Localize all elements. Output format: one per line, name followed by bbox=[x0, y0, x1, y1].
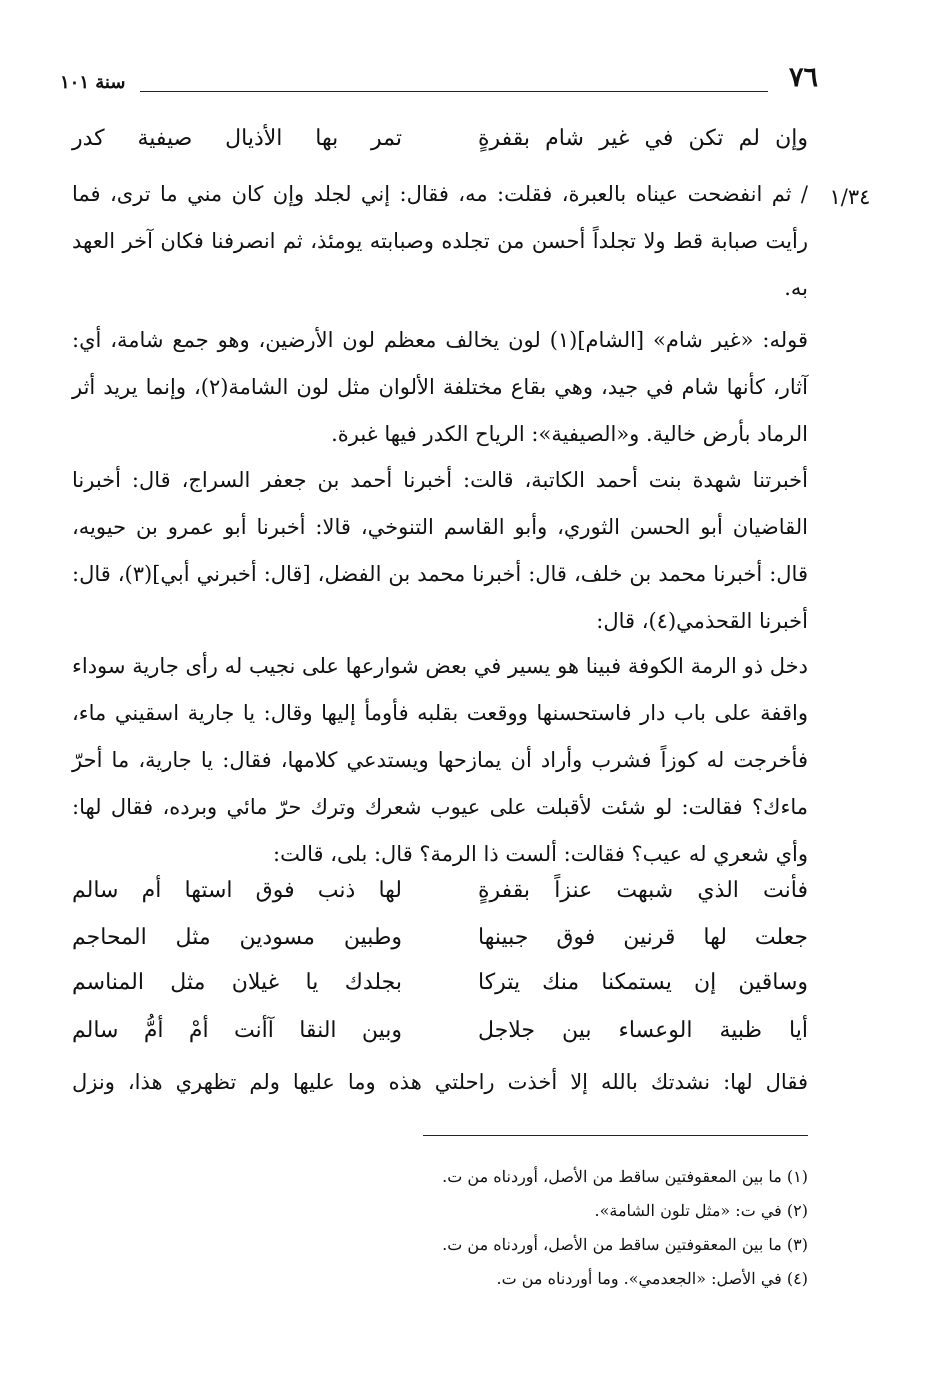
poem-first-hemistich: فأنت الذي شبهت عنزاً بقفرةٍ bbox=[478, 878, 808, 903]
paragraph-isnad: أخبرتنا شهدة بنت أحمد الكاتبة، قالت: أخبرنا أحمد بن جعفر السراج، قال: أخبرنا القاضيان أبو الحسن الثوري، وأبو القاسم التنوخي، قالا: أخبرنا أبو عمرو بن حيويه، قال: أخبرنا محمد بن خلف، قال: أخبرنا محمد بن الفضل، [قال: أخبرني أبي](٣)، قال: أخبرنا القحذمي(٤)، قال: bbox=[72, 468, 808, 633]
verse-first-hemistich: وإن لم تكن في غير شام بقفرةٍ bbox=[478, 126, 808, 151]
poem-second-hemistich: بجلدك يا غيلان مثل المناسم bbox=[72, 970, 402, 995]
poem-line bbox=[72, 925, 808, 961]
poem-second-hemistich: وطبين مسودين مثل المحاجم bbox=[72, 925, 402, 950]
paragraph-continuation: فقال لها: نشدتك بالله إلا أخذت راحلتي هذه وما عليها ولم تظهري هذا، ونزل bbox=[72, 1070, 808, 1094]
running-year: سنة ١٠١ bbox=[60, 72, 126, 93]
verse-line bbox=[72, 126, 808, 162]
poem-line bbox=[72, 1018, 808, 1054]
header-rule bbox=[140, 91, 768, 92]
paragraph-story: دخل ذو الرمة الكوفة فبينا هو يسير في بعض شوارعها على نجيب له رأى جارية سوداء واقفة على باب دار فاستحسنها ووقعت بقلبه فأومأ إليها وقال: يا جارية اسقيني ماء، فأخرجت له كوزاً فشرب وأراد أن يمازحها ويستدعي كلامها، فقال: يا جارية، ما أحرّ ماءك؟ فقالت: لو شئت لأقبلت على عيوب شعرك وترك حرّ مائي وبرده، فقال لها: وأي شعري له عيب؟ فقالت: ألست ذا الرمة؟ قال: بلى، قالت: bbox=[72, 654, 808, 866]
paragraph-commentary: قوله: «غير شام» [الشام](١) لون يخالف معظم لون الأرضين، وهو جمع شامة، أي: آثار، كأنها شام في جيد، وهي بقاع مختلفة الألوان مثل لون الشامة(٢)، وإنما يريد أثر الرماد بأرض خالية. و«الصيفية»: الرياح الكدر فيها غبرة. bbox=[72, 328, 809, 446]
verse-second-hemistich: تمر بها الأذيال صيفية كدر bbox=[72, 126, 402, 151]
poem-line bbox=[72, 878, 808, 914]
poem-first-hemistich: أيا ظبية الوعساء بين جلاجل bbox=[478, 1018, 808, 1043]
poem-second-hemistich: وبين النقا آأنت أمْ أمُّ سالم bbox=[72, 1018, 402, 1043]
footnote-rule bbox=[423, 1135, 808, 1136]
poem-second-hemistich: لها ذنب فوق استها أم سالم bbox=[72, 878, 402, 903]
poem-first-hemistich: جعلت لها قرنين فوق جبينها bbox=[478, 925, 808, 950]
footnote-item: (١) ما بين المعقوفتين ساقط من الأصل، أوردناه من ت. bbox=[442, 1167, 808, 1186]
footnote-item: (٣) ما بين المعقوفتين ساقط من الأصل، أوردناه من ت. bbox=[442, 1235, 808, 1254]
poem-line bbox=[72, 970, 808, 1006]
page-header bbox=[60, 62, 818, 102]
footnote-item: (٤) في الأصل: «الجعدمي». وما أوردناه من ت. bbox=[496, 1269, 808, 1288]
poem-first-hemistich: وساقين إن يستمكنا منك يتركا bbox=[478, 970, 808, 995]
footnotes bbox=[72, 1160, 808, 1296]
margin-folio-ref: ١/٣٤ bbox=[829, 185, 871, 209]
page-number: ٧٦ bbox=[788, 62, 818, 93]
footnote-item: (٢) في ت: «مثل تلون الشامة». bbox=[594, 1201, 808, 1220]
paragraph-narration: / ثم انفضحت عيناه بالعبرة، فقلت: مه، فقال: إني لجلد وإن كان مني ما ترى، فما رأيت صبابة قط ولا تجلداً أحسن من تجلده وصبابته يومئذ، ثم انصرفنا فكان آخر العهد به. bbox=[72, 182, 808, 300]
